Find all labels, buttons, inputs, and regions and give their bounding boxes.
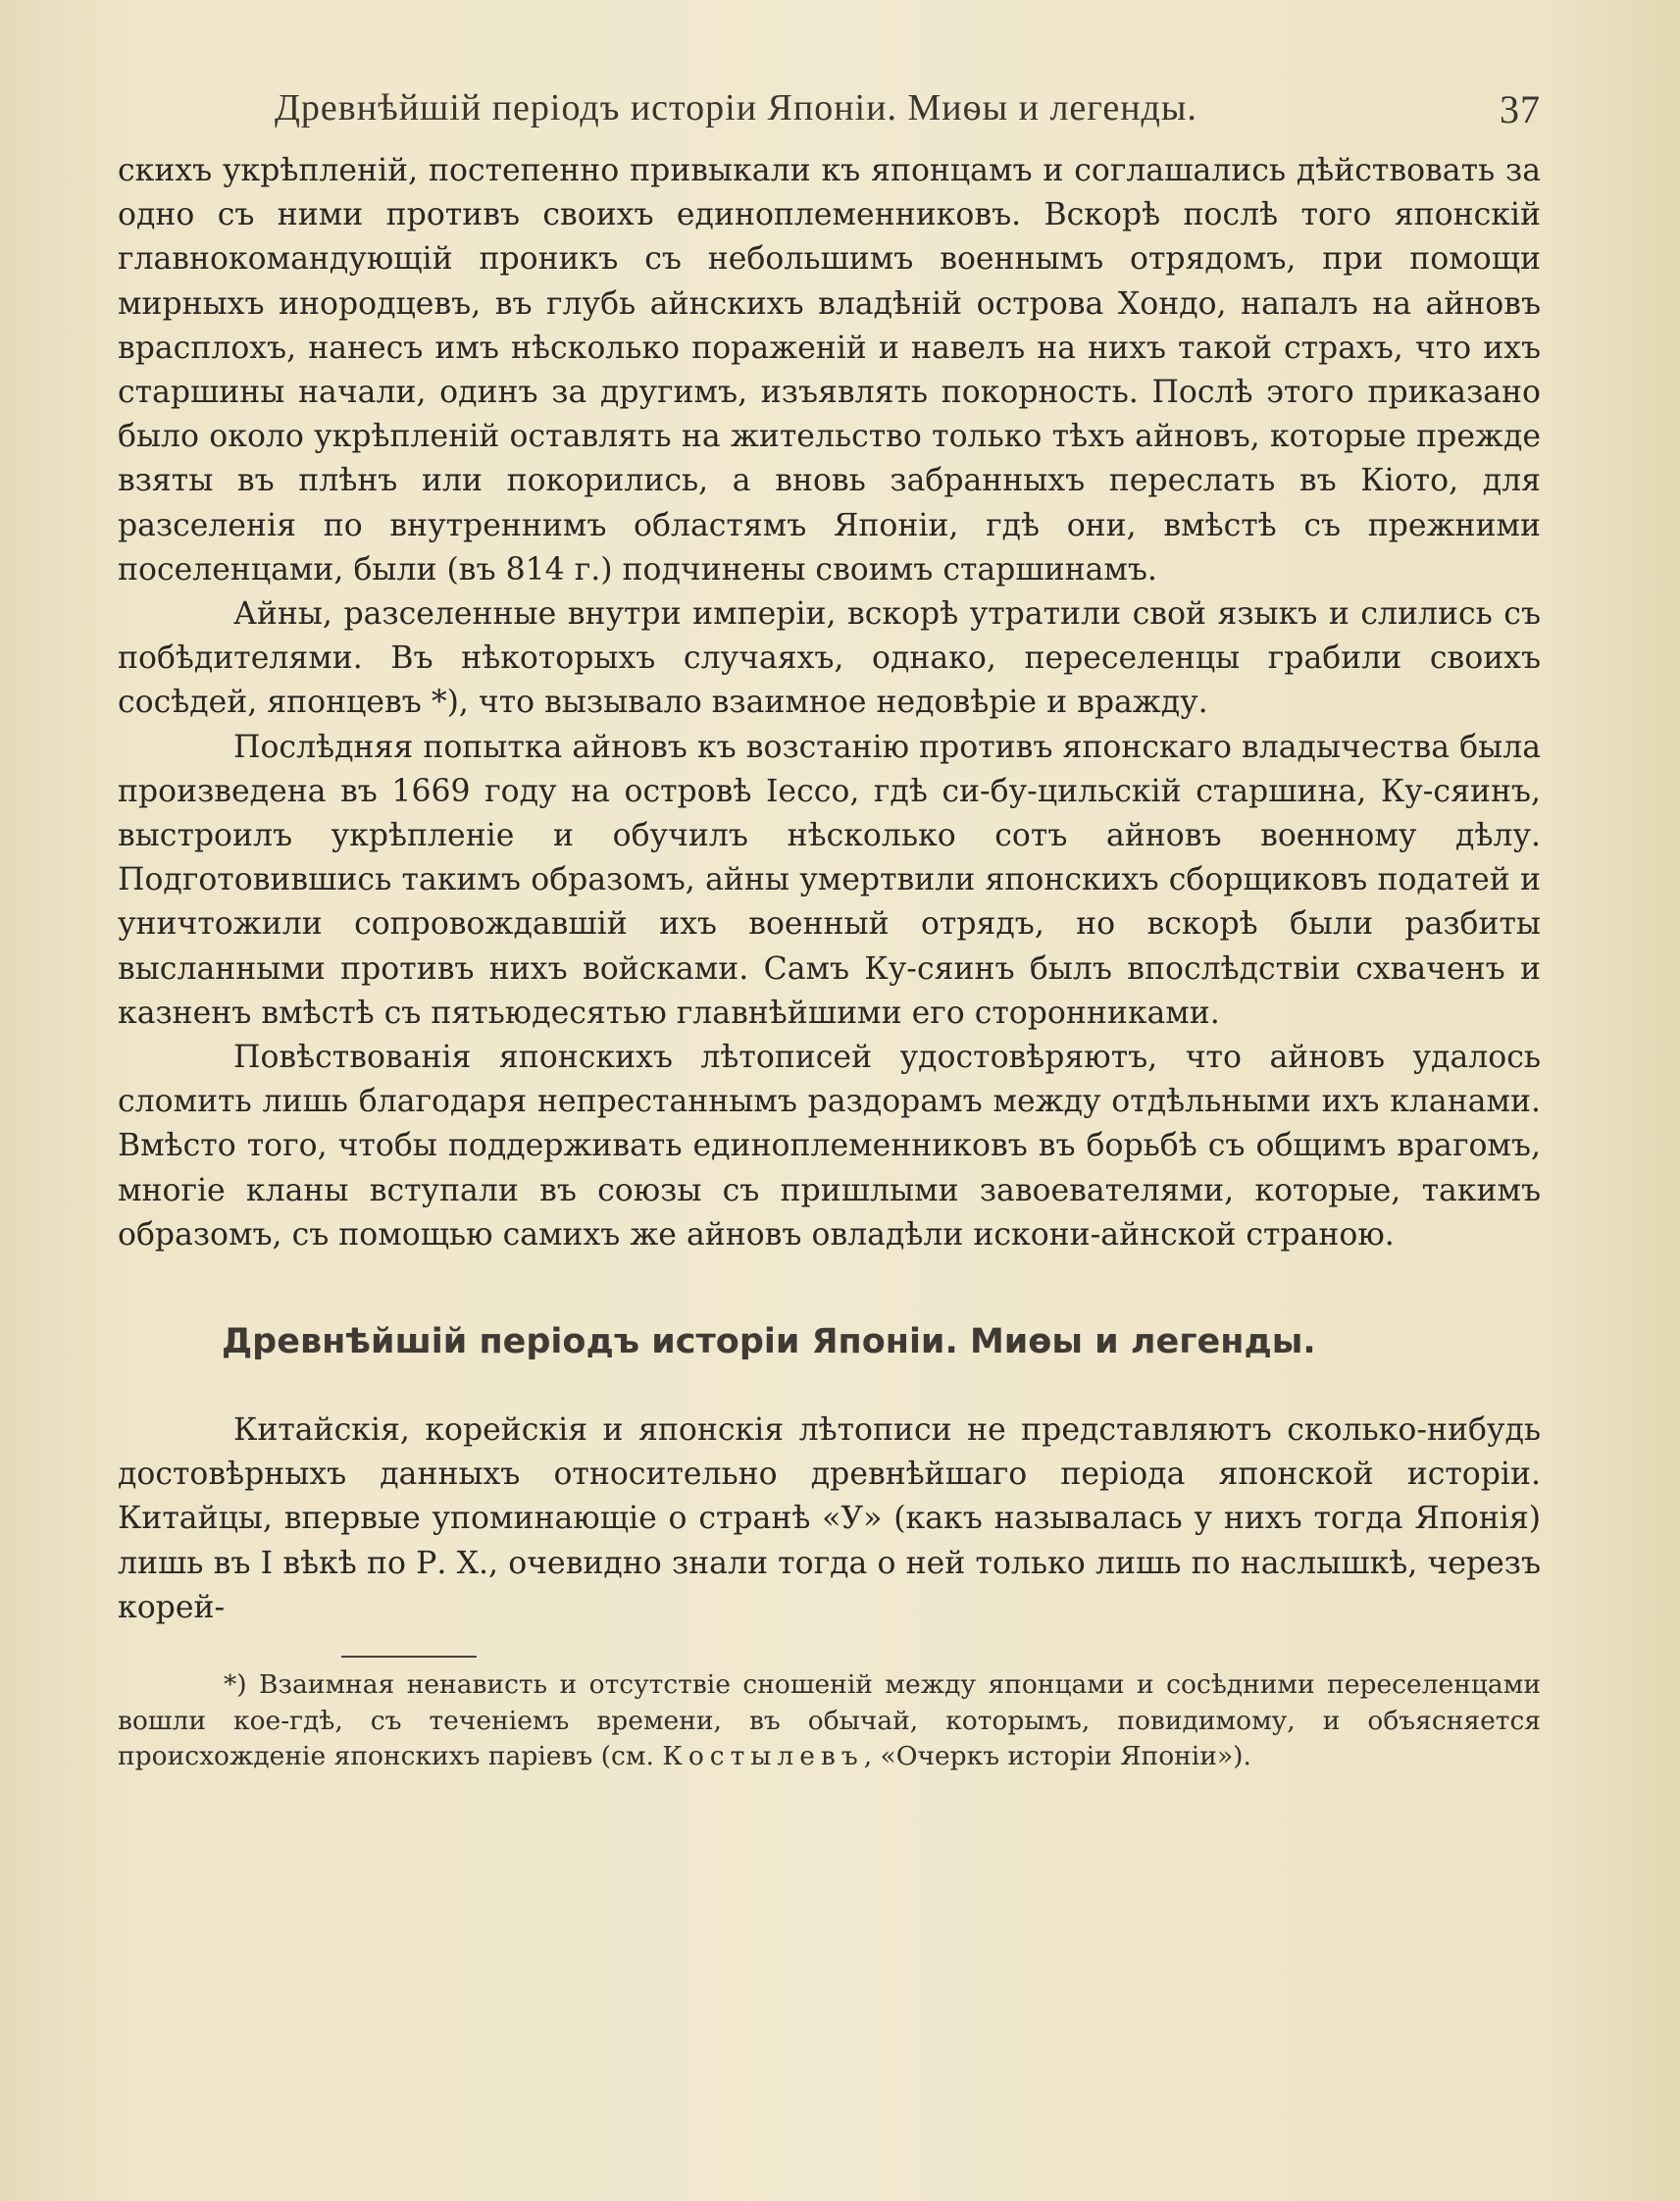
- paragraph-section-intro: Китайскія, корейскія и японскія лѣтописи не представляютъ сколько-нибудь достовѣрныхъ данныхъ относительно древнѣйшаго періода японской исторіи. Китайцы, впервые упоминающіе о странѣ «У» (какъ называлась у нихъ тогда Японія) лишь въ I вѣкѣ по Р. Х., очевидно знали тогда о ней только лишь по наслышкѣ, черезъ корей-: [118, 1412, 1541, 1625]
- paragraph-chronicles: Повѣствованія японскихъ лѣтописей удостовѣряютъ, что айновъ удалось сломить лишь благодаря непрестаннымъ раздорамъ между отдѣльными ихъ кланами. Вмѣсто того, чтобы поддерживать единоплеменниковъ въ борьбѣ съ общимъ врагомъ, многіе кланы вступали въ союзы съ пришлыми завоевателями, которые, такимъ образомъ, съ помощью самихъ же айновъ овладѣли искони-айнской страною.: [118, 1040, 1541, 1253]
- footnote-author: Костылевъ: [662, 1741, 864, 1772]
- paragraph-ainu-assimilation: Айны, разселенные внутри имперіи, вскорѣ утратили свой языкъ и слились съ побѣдителями. Въ нѣкоторыхъ случаяхъ, однако, переселенцы грабили своихъ сосѣдей, японцевъ *), что вызывало взаимное недовѣріе и вражду.: [118, 596, 1541, 721]
- paragraph-last-uprising: Послѣдняя попытка айновъ къ возстанію противъ японскаго владычества была произведена въ 1669 году на островѣ Іессо, гдѣ си-бу-цильскій старшина, Ку-сяинъ, выстроилъ укрѣпленіе и обучилъ нѣсколько сотъ айновъ военному дѣлу. Подготовившись такимъ образомъ, айны умертвили японскихъ сборщиковъ податей и уничтожили сопровождавшій ихъ военный отрядъ, но вскорѣ были разбиты высланными противъ нихъ войсками. Самъ Ку-сяинъ былъ впослѣдствіи схваченъ и казненъ вмѣстѣ съ пятьюдесятью главнѣйшими его сторонниками.: [118, 729, 1541, 1031]
- footnote: [118, 1667, 1541, 1775]
- footnote-divider: [341, 1656, 477, 1658]
- footnote-source: , «Очеркъ исторіи Японіи»).: [863, 1741, 1251, 1772]
- page-number: 37: [1500, 87, 1541, 131]
- section-heading: Древнѣйшій періодъ исторіи Японіи. Миѳы и легенды.: [222, 1322, 1316, 1362]
- footnote-text: *) Взаимная ненависть и отсутствіе сношеній между японцами и сосѣдними переселенцами вошли кое-гдѣ, съ теченіемъ времени, въ обычай, которымъ, повидимому, и объясняется происхожденіе японскихъ паріевъ (см.: [118, 1669, 1541, 1772]
- running-head: [118, 77, 1541, 135]
- running-head-title: Древнѣйшій періодъ исторіи Японіи. Миѳы и легенды.: [275, 87, 1197, 128]
- paragraph-continuation: скихъ укрѣпленій, постепенно привыкали къ японцамъ и соглашались дѣйствовать за одно съ ними противъ своихъ единоплеменниковъ. Вскорѣ послѣ того японскій главнокомандующій проникъ съ небольшимъ военнымъ отрядомъ, при помощи мирныхъ инородцевъ, въ глубь айнскихъ владѣній острова Хондо, напалъ на айновъ врасплохъ, нанесъ имъ нѣсколько пораженій и навелъ на нихъ такой страхъ, что ихъ старшины начали, одинъ за другимъ, изъявлять покорность. Послѣ этого приказано было около укрѣпленій оставлять на жительство только тѣхъ айновъ, которые прежде взяты въ плѣнъ или покорились, а вновь забранныхъ переслать въ Кіото, для разселенія по внутреннимъ областямъ Японіи, гдѣ они, вмѣстѣ съ прежними поселенцами, были (въ 814 г.) подчинены своимъ старшинамъ.: [118, 153, 1541, 588]
- body-text: [118, 149, 1541, 1257]
